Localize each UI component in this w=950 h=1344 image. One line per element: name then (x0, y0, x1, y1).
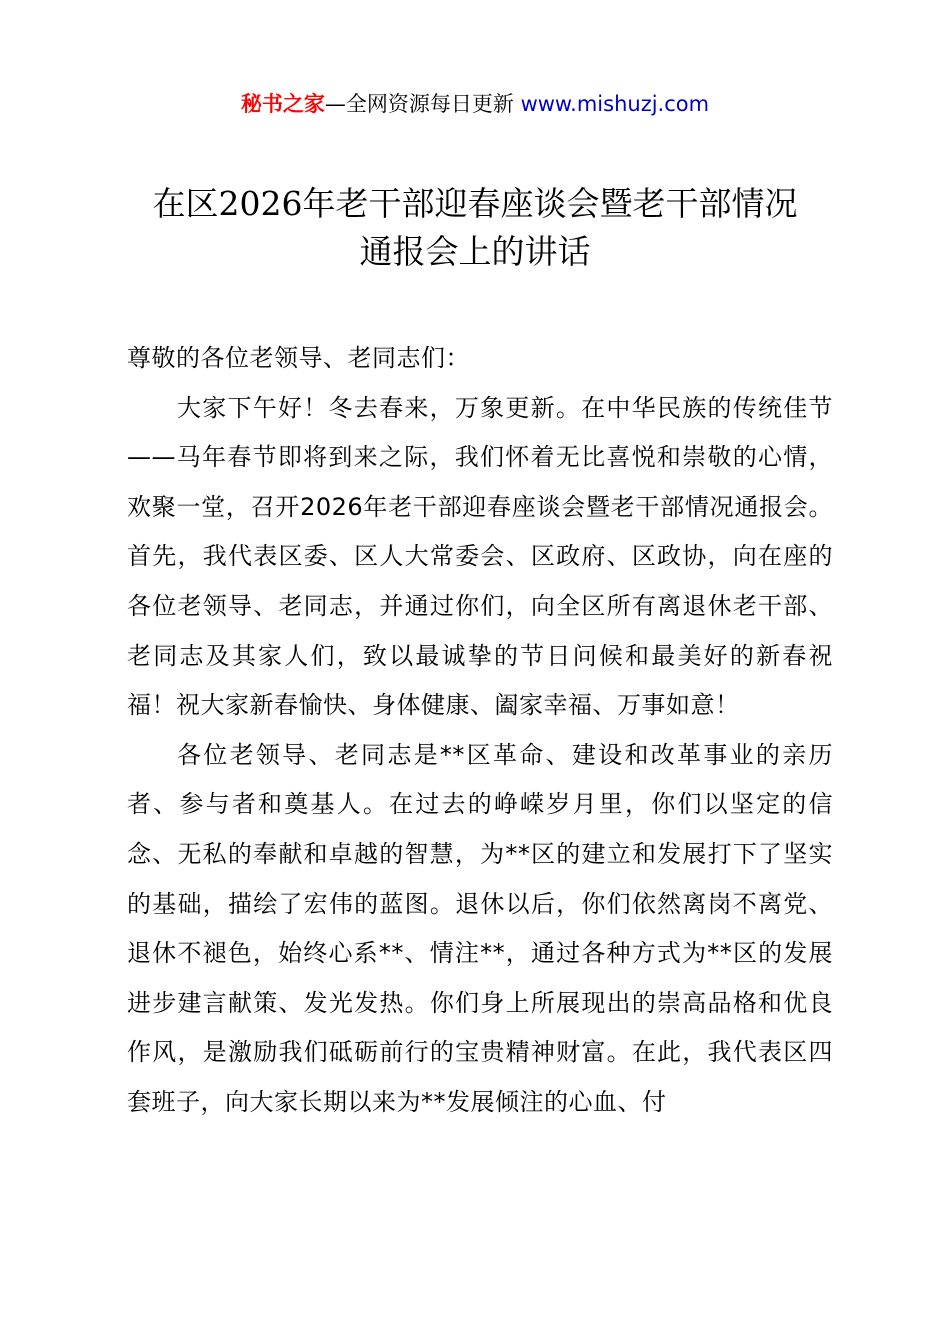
salutation: 尊敬的各位老领导、老同志们： (127, 344, 470, 372)
site-header (0, 88, 950, 120)
site-slogan: —全网资源每日更新 (324, 92, 521, 116)
site-url-link[interactable]: www.mishuzj.com (520, 92, 710, 116)
paragraph: 大家下午好！冬去春来，万象更新。在中华民族的传统佳节——马年春节即将到来之际，我们怀着无比喜悦和崇敬的心情，欢聚一堂，召开2026年老干部迎春座谈会暨老干部情况通报会。首先，我代表区委、区人大常委会、区政府、区政协，向在座的各位老领导、老同志，并通过你们，向全区所有离退休老干部、老同志及其家人们，致以最诚挚的节日问候和最美好的新春祝福！祝大家新春愉快、身体健康、阖家幸福、万事如意！ (127, 393, 833, 720)
title-line-2: 通报会上的讲话 (359, 232, 591, 271)
paragraph: 各位老领导、老同志是**区革命、建设和改革事业的亲历者、参与者和奠基人。在过去的峥嵘岁月里，你们以坚定的信念、无私的奉献和卓越的智慧，为**区的建立和发展打下了坚实的基础，描绘了宏伟的蓝图。退休以后，你们依然离岗不离党、退休不褪色，始终心系**、情注**，通过各种方式为**区的发展进步建言献策、发光发热。你们身上所展现出的崇高品格和优良作风，是激励我们砥砺前行的宝贵精神财富。在此，我代表区四套班子，向大家长期以来为**发展倾注的心血、付 (127, 740, 833, 1116)
title-line-1: 在区2026年老干部迎春座谈会暨老干部情况 (152, 184, 798, 223)
brand-name: 秘书之家 (240, 92, 325, 116)
document-title (100, 180, 850, 276)
document-body (127, 334, 833, 1128)
